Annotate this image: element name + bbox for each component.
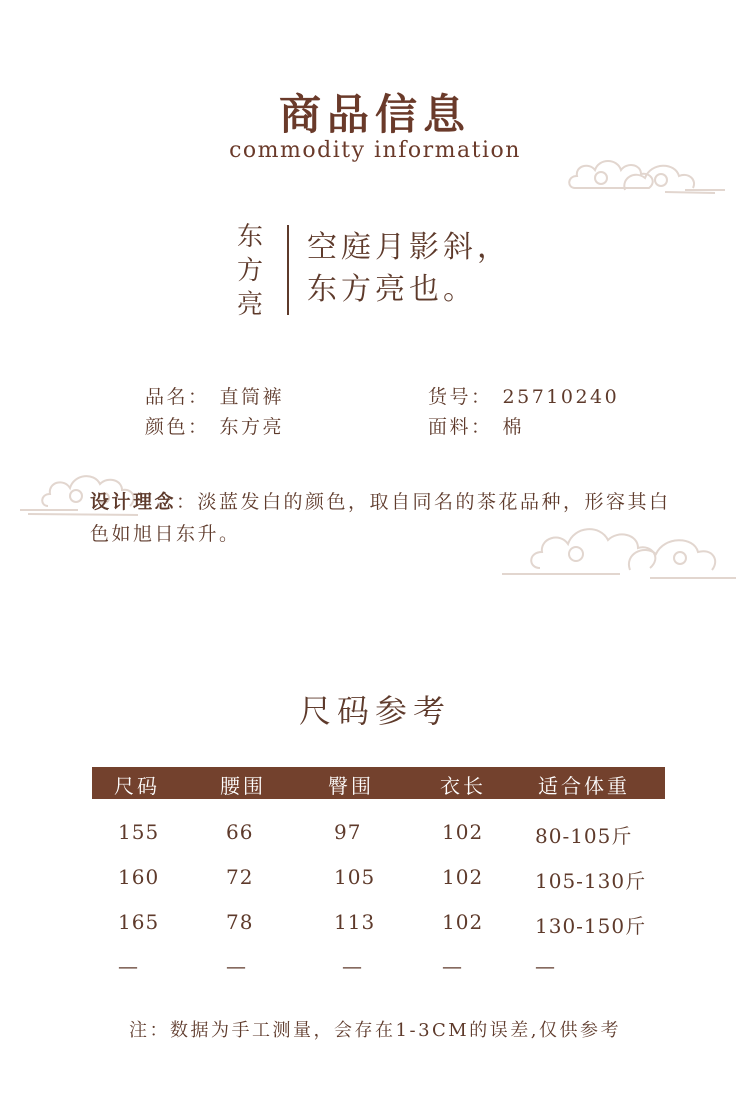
table-row — [92, 820, 665, 850]
info-value: 东方亮 — [219, 416, 285, 438]
table-cell: 155 — [118, 820, 160, 844]
table-cell: 97 — [334, 820, 362, 844]
info-color — [145, 412, 284, 439]
product-name-vertical — [230, 220, 270, 322]
table-cell: 165 — [118, 910, 160, 934]
info-value: 直筒裤 — [219, 386, 285, 408]
poem — [307, 227, 511, 311]
table-cell: 102 — [442, 910, 484, 934]
table-header-cell: 适合体重 — [538, 774, 630, 798]
table-header-cell: 腰围 — [220, 774, 266, 798]
table-cell: 72 — [226, 865, 254, 889]
info-label: 货号： — [428, 386, 493, 408]
table-cell: 113 — [334, 910, 376, 934]
info-value: 25710240 — [502, 386, 620, 408]
table-cell: 130-150斤 — [535, 914, 647, 938]
design-text: ：淡蓝发白的颜色，取自同名的茶花品种，形容其白色如旭日东升。 — [90, 491, 671, 545]
poem-line: 空庭月影斜， — [307, 230, 511, 265]
table-header-cell: 尺码 — [114, 774, 160, 798]
table-header-cell: 衣长 — [440, 774, 486, 798]
product-name-char: 东 — [236, 222, 263, 252]
table-cell: 160 — [118, 865, 160, 889]
cloud-icon — [565, 148, 730, 198]
table-row — [92, 954, 665, 984]
table-row — [92, 910, 665, 940]
table-cell: — — [342, 954, 363, 978]
info-name — [145, 382, 284, 409]
divider — [287, 225, 289, 315]
page-subtitle: commodity information — [229, 138, 521, 163]
size-table-header — [92, 767, 665, 799]
info-label: 面料： — [428, 416, 493, 438]
table-cell: — — [226, 954, 247, 978]
measurement-note: 注：数据为手工测量，会存在1-3CM的误差,仅供参考 — [129, 1020, 621, 1041]
table-cell: 102 — [442, 865, 484, 889]
info-code — [428, 382, 619, 409]
poem-line: 东方亮也。 — [307, 272, 477, 307]
table-cell: 105-130斤 — [535, 869, 647, 893]
table-cell: 80-105斤 — [535, 824, 633, 848]
table-cell: 105 — [334, 865, 376, 889]
info-label: 颜色： — [145, 416, 210, 438]
design-label: 设计理念 — [90, 491, 177, 513]
info-label: 品名： — [145, 386, 210, 408]
table-cell: 102 — [442, 820, 484, 844]
table-header-cell: 臀围 — [328, 774, 374, 798]
table-cell: 78 — [226, 910, 254, 934]
design-concept — [90, 486, 680, 550]
page-title: 商品信息 — [278, 90, 471, 139]
size-chart-title: 尺码参考 — [298, 692, 451, 730]
table-cell: — — [535, 954, 556, 978]
product-name-char: 方 — [236, 256, 263, 286]
product-name-char: 亮 — [236, 290, 263, 320]
table-row — [92, 865, 665, 895]
table-cell: — — [442, 954, 463, 978]
info-fabric — [428, 412, 524, 439]
info-value: 棉 — [502, 416, 525, 438]
table-cell: — — [118, 954, 139, 978]
table-cell: 66 — [226, 820, 254, 844]
